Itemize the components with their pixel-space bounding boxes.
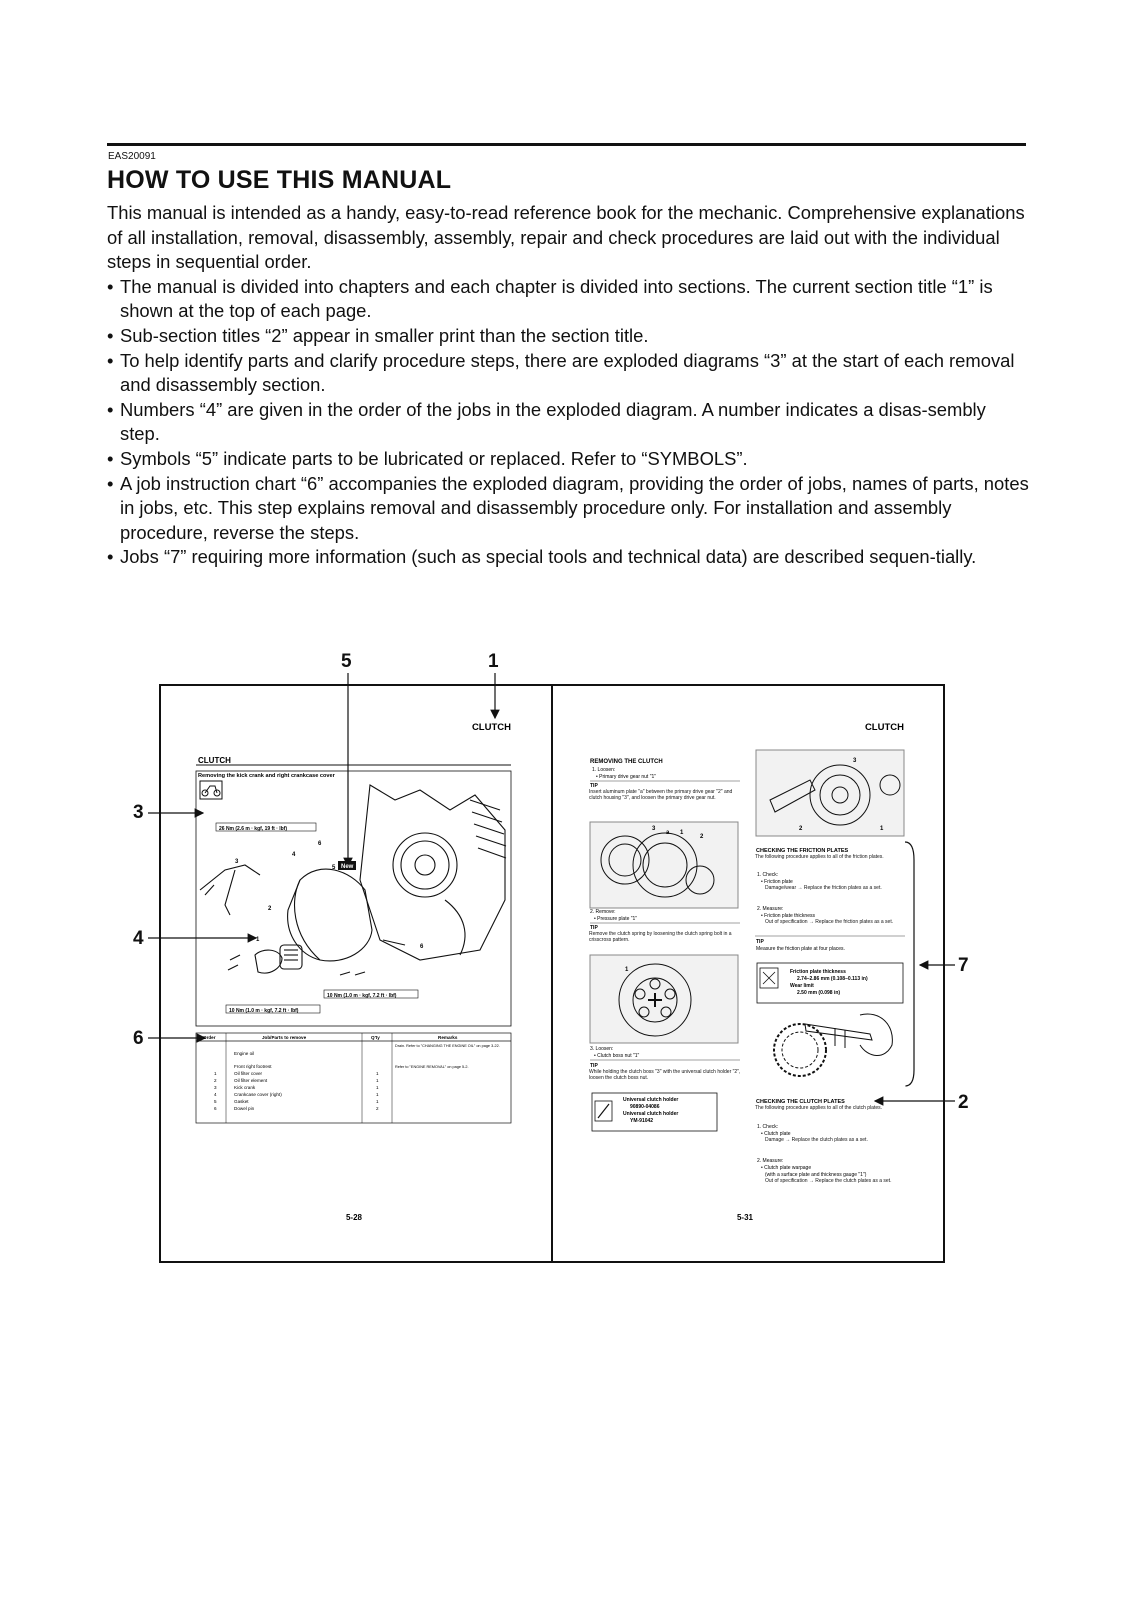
callout-4: 4 <box>133 928 144 949</box>
chart-cell: 5 <box>214 1099 217 1104</box>
callout-2: 2 <box>958 1092 969 1113</box>
left-page-number: 5-28 <box>345 1213 363 1222</box>
svg-text:3: 3 <box>853 758 857 764</box>
svg-text:• Pressure plate "1": • Pressure plate "1" <box>594 916 638 922</box>
bullet-item: • To help identify parts and clarify procedure steps, there are exploded diagrams “3” at the start of each removal and disassembly section. <box>107 349 1030 398</box>
right-page-text: REMOVING THE CLUTCH 1. Loosen: • Primary drive gear nut "1" TIP Insert aluminum plate "a" between the primary drive gear "2" and clutch housing "3", and loosen the primary drive gear nut. 2. Remove: • Pressure plate "1" TIP Remove the clutch spring by loosening the clutch spring bolt in a crisscross pattern. 3. Loosen: • Clutch boss nut "1" TIP While holding the clutch boss "3" with the universal clutch holder "2", loosen the clutch boss nut. Universal clutch holder 90890-04086 Universal clutch holder YM-91042 CHECKING THE FRICTION PLATES The following procedure applies to all of the friction plates. 1. Check: • Friction plate Damage/wear → Replace the friction plates as a set. 2. Measure: • Friction plate thickness Out of specification → Replace the friction plates as a set. TIP Measure the friction plate at four places. Friction plate thickness 2.74–2.86 mm (0.108–0.113 in) Wear limit 2.50 mm (0.098 in) CHECKING THE CLUTCH PLATES The following procedure applies to all of the clutch plates. 1. Check: • Clutch plate Damage → Replace the clutch plates as a set. 2. Measure: • Clutch plate warpage (with a surface plate and thickness gauge "1") Out of specification → Replace the clutch plates as a set. <box>589 759 905 1192</box>
svg-text:2: 2 <box>268 906 272 912</box>
torque-label: 26 Nm (2.6 m · kgf, 19 ft · lbf) <box>219 826 288 832</box>
chart-cell: Engine oil <box>234 1051 255 1056</box>
svg-text:(with a surface plate and thic: (with a surface plate and thickness gauge "1") <box>765 1172 867 1178</box>
svg-text:Friction plate thickness: Friction plate thickness <box>790 969 846 975</box>
svg-text:• Primary drive gear nut "1": • Primary drive gear nut "1" <box>596 774 657 780</box>
svg-text:6: 6 <box>318 841 322 847</box>
caliper-drawing <box>765 1008 905 1086</box>
svg-text:1. Loosen:: 1. Loosen: <box>592 767 616 773</box>
left-section-title: CLUTCH <box>198 756 231 765</box>
svg-text:1: 1 <box>256 937 260 943</box>
callout-3: 3 <box>133 802 144 823</box>
chart-cell: 6 <box>214 1106 217 1111</box>
bullet-item: • A job instruction chart “6” accompanies the exploded diagram, providing the order of jobs, names of parts, notes in jobs, etc. This step explains removal and disassembly procedure only. For installation and assembly procedure, reverse the steps. <box>107 472 1030 546</box>
chart-cell: 2 <box>376 1106 379 1111</box>
callout-5: 5 <box>341 651 352 672</box>
svg-text:Measure the friction plate at: Measure the friction plate at four places. <box>756 946 845 952</box>
svg-text:Wear limit: Wear limit <box>790 983 814 989</box>
svg-text:TIP: TIP <box>756 939 764 945</box>
svg-text:2. Measure:: 2. Measure: <box>757 1158 784 1164</box>
chart-cell: Oil filter element <box>234 1078 268 1083</box>
chart-cell: Refer to "ENGINE REMOVAL" on page 5-2. <box>395 1065 469 1069</box>
chart-cell: Gasket <box>234 1099 249 1104</box>
clutch-photo-2 <box>590 822 738 908</box>
left-subtitle: Removing the kick crank and right crankcase cover <box>198 773 335 779</box>
svg-text:1: 1 <box>625 967 629 973</box>
svg-text:1. Check:: 1. Check: <box>757 872 779 878</box>
bullet-item: • Numbers “4” are given in the order of the jobs in the exploded diagram. A number indicates a disas-sembly step. <box>107 398 1030 447</box>
right-header: CLUTCH <box>864 722 904 733</box>
svg-text:TIP: TIP <box>590 1063 598 1069</box>
callout-6: 6 <box>133 1028 144 1049</box>
subsection-title: REMOVING THE CLUTCH <box>590 759 663 765</box>
svg-text:TIP: TIP <box>590 783 598 789</box>
chart-cell: Kick crank <box>234 1085 256 1090</box>
svg-text:6: 6 <box>420 944 424 950</box>
chart-cell: Front right footrest <box>234 1064 272 1069</box>
svg-text:Universal clutch holder: Universal clutch holder <box>623 1111 679 1117</box>
chart-header: Remarks <box>438 1035 458 1040</box>
intro-paragraph: This manual is intended as a handy, easy-to-read reference book for the mechanic. Comprehensive explanations of all installation, removal, disassembly, assembly, repair and check procedures are laid out with the individual steps in sequential order. <box>107 202 1025 273</box>
svg-text:• Friction plate: • Friction plate <box>761 879 793 885</box>
svg-text:• Clutch boss nut "1": • Clutch boss nut "1" <box>594 1053 640 1059</box>
svg-text:3: 3 <box>235 859 239 865</box>
svg-text:2. Measure:: 2. Measure: <box>757 906 784 912</box>
svg-text:• Friction plate thickness: • Friction plate thickness <box>761 913 815 919</box>
chart-cell: 4 <box>214 1092 217 1097</box>
chart-cell: 1 <box>214 1071 217 1076</box>
chart-cell: 1 <box>376 1099 379 1104</box>
bracket-7 <box>905 842 914 1086</box>
bullet-item: • Symbols “5” indicate parts to be lubricated or replaced. Refer to “SYMBOLS”. <box>107 447 1030 472</box>
document-code: EAS20091 <box>108 151 156 162</box>
svg-text:• Clutch plate warpage: • Clutch plate warpage <box>761 1165 812 1171</box>
svg-text:90890-04086: 90890-04086 <box>630 1104 660 1110</box>
torque-label: 10 Nm (1.0 m · kgf, 7.2 ft · lbf) <box>229 1008 299 1014</box>
subsection-title: CHECKING THE FRICTION PLATES <box>756 848 849 854</box>
callout-1: 1 <box>488 651 499 672</box>
svg-text:a: a <box>666 830 670 836</box>
svg-text:1. Check:: 1. Check: <box>757 1124 779 1130</box>
chart-cell: Oil filter cover <box>234 1071 263 1076</box>
svg-text:2.50 mm (0.098 in): 2.50 mm (0.098 in) <box>797 990 841 996</box>
svg-text:1: 1 <box>880 826 884 832</box>
chart-cell: 2 <box>214 1078 217 1083</box>
svg-text:2.74–2.86 mm (0.108–0.113 in): 2.74–2.86 mm (0.108–0.113 in) <box>797 976 868 982</box>
svg-text:2: 2 <box>799 826 803 832</box>
svg-text:4: 4 <box>292 852 296 858</box>
svg-text:1: 1 <box>680 830 684 836</box>
bullet-item: • Sub-section titles “2” appear in smaller print than the section title. <box>107 324 1030 349</box>
svg-text:2: 2 <box>700 834 704 840</box>
svg-text:YM-91042: YM-91042 <box>630 1118 654 1124</box>
chart-cell: 3 <box>214 1085 217 1090</box>
svg-text:3: 3 <box>652 826 656 832</box>
callout-7: 7 <box>958 955 969 976</box>
chart-header: Job/Parts to remove <box>262 1035 307 1040</box>
svg-text:5: 5 <box>332 865 336 871</box>
svg-text:2. Remove:: 2. Remove: <box>590 909 616 915</box>
clutch-photo-1 <box>756 750 904 836</box>
chart-cell: Dowel pin <box>234 1106 255 1111</box>
svg-text:TIP: TIP <box>590 925 598 931</box>
page-title: HOW TO USE THIS MANUAL <box>107 166 452 194</box>
chart-cell: 1 <box>376 1085 379 1090</box>
engine-drawing <box>200 785 506 975</box>
svg-text:• Clutch plate: • Clutch plate <box>761 1131 791 1137</box>
chart-header: Order <box>203 1035 216 1040</box>
exploded-diagram-box <box>196 771 511 1026</box>
bullet-item: • The manual is divided into chapters and each chapter is divided into sections. The current section title “1” is shown at the top of each page. <box>107 275 1030 324</box>
chart-cell: 1 <box>376 1092 379 1097</box>
subsection-title: CHECKING THE CLUTCH PLATES <box>756 1099 845 1105</box>
chart-cell: Crankcase cover (right) <box>234 1092 282 1097</box>
chart-cell: 1 <box>376 1071 379 1076</box>
chart-cell: Drain. Refer to "CHANGING THE ENGINE OIL" on page 3-22. <box>395 1044 500 1048</box>
left-header: CLUTCH <box>471 722 511 733</box>
bullet-item: • Jobs “7” requiring more information (such as special tools and technical data) are described sequen-tially. <box>107 545 1030 570</box>
svg-text:3. Loosen:: 3. Loosen: <box>590 1046 614 1052</box>
job-instruction-chart <box>196 1033 511 1123</box>
torque-label: 10 Nm (1.0 m · kgf, 7.2 ft · lbf) <box>327 993 397 999</box>
chart-header: Q'ty <box>371 1035 380 1040</box>
chart-cell: 1 <box>376 1078 379 1083</box>
svg-text:Universal clutch holder: Universal clutch holder <box>623 1097 679 1103</box>
clutch-photo-3 <box>590 955 738 1043</box>
new-symbol: New <box>341 864 354 870</box>
right-page-number: 5-31 <box>736 1213 754 1222</box>
